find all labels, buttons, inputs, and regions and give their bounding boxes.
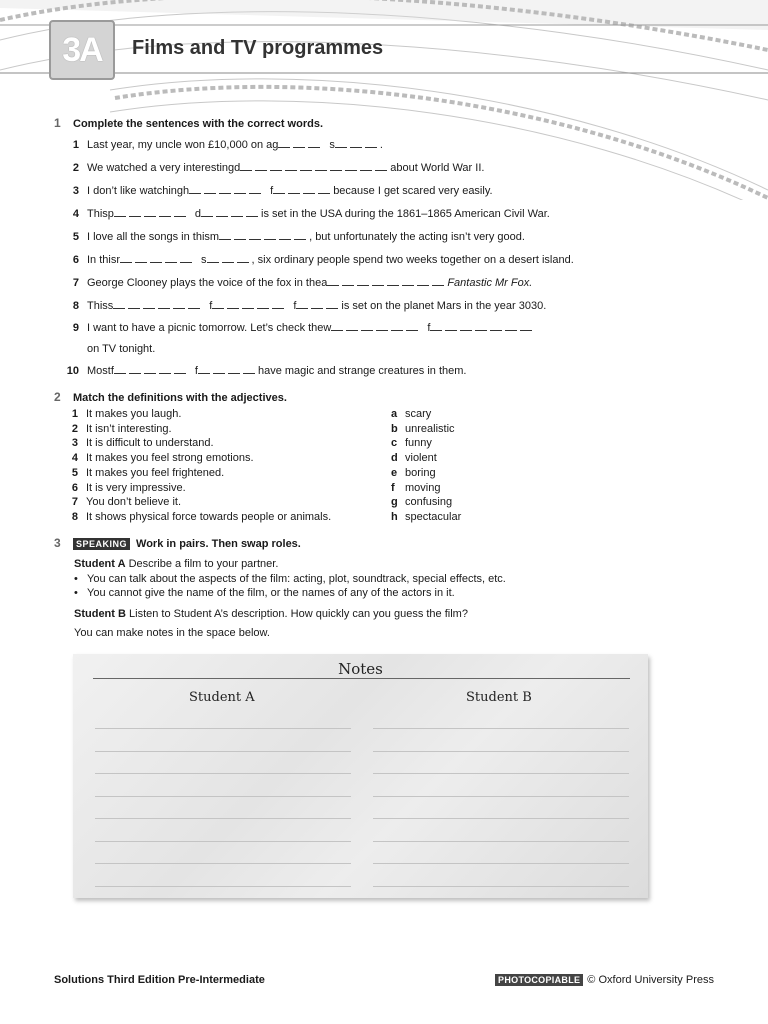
item-letter: a [391, 408, 398, 420]
letter-blank[interactable] [249, 231, 261, 240]
item-number: 6 [72, 254, 79, 266]
letter-blank[interactable] [432, 277, 444, 286]
sentence-text: about World War II. [390, 162, 485, 174]
item-number: 3 [72, 185, 79, 197]
ruled-line [373, 751, 629, 752]
ruled-line [95, 796, 351, 797]
adjective-text: scary [405, 408, 432, 420]
adjective-text: funny [405, 437, 432, 450]
letter-blank[interactable] [219, 231, 231, 240]
letter-blank[interactable] [387, 277, 399, 286]
letter-blank[interactable] [129, 208, 141, 217]
ruled-line [95, 751, 351, 752]
letter-blank[interactable] [129, 365, 141, 374]
item-number: 10 [66, 365, 79, 377]
footer-book-title: Solutions Third Edition Pre-Intermediate [54, 974, 265, 986]
sentence-text: George Clooney plays the voice of the fox in the [87, 277, 322, 289]
letter-blank[interactable] [188, 300, 200, 309]
letter-blank[interactable] [345, 162, 357, 171]
definition-item [64, 408, 181, 420]
item-number: 6 [71, 481, 78, 494]
letter-blank[interactable] [249, 185, 261, 194]
letter-blank[interactable] [342, 277, 354, 286]
letter-blank[interactable] [303, 185, 315, 194]
sentence-text: In this [87, 254, 117, 266]
exercise-instruction: Work in pairs. Then swap roles. [136, 538, 301, 550]
definition-item [64, 496, 181, 508]
item-number: 8 [71, 510, 78, 523]
letter-blank[interactable] [213, 365, 225, 374]
letter-blank[interactable] [114, 365, 126, 374]
letter-blank[interactable] [207, 254, 219, 263]
letter-blank[interactable] [365, 139, 377, 148]
letter-blank[interactable] [143, 300, 155, 309]
item-number: 5 [72, 231, 79, 243]
letter-blank[interactable] [331, 322, 343, 331]
exercise-1-heading [54, 116, 323, 130]
sentence-text: I don’t like watching [87, 185, 183, 197]
letter-blank[interactable] [402, 277, 414, 286]
item-number: 5 [71, 466, 78, 479]
sentence-text: . [379, 139, 383, 151]
letter-blank[interactable] [174, 208, 186, 217]
letter-blank[interactable] [231, 208, 243, 217]
first-letter: f [194, 365, 198, 377]
item-number: 4 [72, 208, 79, 220]
letter-blank[interactable] [264, 231, 276, 240]
item-number: 2 [71, 422, 78, 435]
letter-blank[interactable] [242, 300, 254, 309]
letter-blank[interactable] [475, 322, 487, 331]
sentence-item [64, 162, 484, 174]
letter-blank[interactable] [278, 139, 290, 148]
letter-blank[interactable] [144, 365, 156, 374]
letter-blank[interactable] [219, 185, 231, 194]
sentence-text: I want to have a picnic tomorrow. Let’s check the [87, 322, 324, 334]
letter-blank[interactable] [430, 322, 442, 331]
item-number: 9 [72, 322, 79, 334]
letter-blank[interactable] [113, 300, 125, 309]
first-letter: f [427, 322, 431, 334]
first-letter: w [323, 322, 332, 334]
column-heading-student-a: Student A [189, 690, 255, 705]
letter-blank[interactable] [318, 185, 330, 194]
letter-blank[interactable] [128, 300, 140, 309]
first-letter: d [194, 208, 202, 220]
definition-item [64, 452, 254, 464]
ruled-line [373, 773, 629, 774]
sentence-text: We watched a very interesting [87, 162, 235, 174]
letter-blank[interactable] [460, 322, 472, 331]
publisher: © Oxford University Press [587, 974, 714, 986]
adjective-text: spectacular [405, 510, 462, 523]
adjective-text: confusing [405, 496, 453, 509]
ruled-line [95, 886, 351, 887]
letter-blank[interactable] [227, 300, 239, 309]
adjective-item [391, 408, 431, 420]
letter-blank[interactable] [406, 322, 418, 331]
first-letter: f [209, 300, 213, 312]
divider [93, 678, 630, 679]
bullet-item: • You cannot give the name of the film, or the names of any of the actors in it. [74, 587, 455, 599]
letter-blank[interactable] [246, 208, 258, 217]
letter-blank[interactable] [158, 300, 170, 309]
letter-blank[interactable] [222, 254, 234, 263]
sentence-text: Most [87, 365, 111, 377]
letter-blank[interactable] [330, 162, 342, 171]
sentence-item [64, 277, 532, 289]
letter-blank[interactable] [308, 139, 320, 148]
student-a-label: Student A [74, 558, 126, 570]
adjective-text: boring [405, 466, 436, 479]
notes-prompt: You can make notes in the space below. [74, 627, 270, 639]
sentence-text: is set on the planet Mars in the year 3030. [341, 300, 547, 312]
unit-badge: 3A [49, 20, 115, 80]
sentence-item [64, 231, 525, 243]
adjective-item [391, 423, 455, 435]
student-b-label: Student B [74, 608, 126, 620]
item-number: 7 [72, 277, 79, 289]
first-letter: d [234, 162, 241, 174]
letter-blank[interactable] [505, 322, 517, 331]
definition-text: It makes you laugh. [86, 408, 182, 420]
first-letter: f [270, 185, 274, 197]
letter-blank[interactable] [114, 208, 126, 217]
letter-blank[interactable] [165, 254, 177, 263]
letter-blank[interactable] [294, 231, 306, 240]
sentence-text: Last year, my uncle won £10,000 on a [87, 139, 273, 151]
letter-blank[interactable] [293, 139, 305, 148]
ruled-line [373, 728, 629, 729]
footer-copyright [495, 974, 714, 986]
letter-blank[interactable] [212, 300, 224, 309]
letter-blank[interactable] [174, 365, 186, 374]
letter-blank[interactable] [204, 185, 216, 194]
item-number: 1 [72, 139, 79, 151]
sentence-item [64, 322, 535, 334]
definition-item [64, 437, 214, 449]
letter-blank[interactable] [300, 162, 312, 171]
ruled-line [95, 818, 351, 819]
letter-blank[interactable] [360, 162, 372, 171]
adjective-item [391, 482, 440, 494]
definition-item [64, 482, 186, 494]
first-letter: a [321, 277, 328, 289]
letter-blank[interactable] [272, 300, 284, 309]
letter-blank[interactable] [296, 300, 308, 309]
letter-blank[interactable] [144, 208, 156, 217]
letter-blank[interactable] [270, 162, 282, 171]
letter-blank[interactable] [150, 254, 162, 263]
bullet-item: • You can talk about the aspects of the film: acting, plot, soundtrack, special effects, etc. [74, 573, 506, 585]
letter-blank[interactable] [257, 300, 269, 309]
definition-item [64, 467, 224, 479]
item-letter: f [391, 481, 395, 494]
letter-blank[interactable] [391, 322, 403, 331]
letter-blank[interactable] [490, 322, 502, 331]
adjective-text: unrealistic [405, 422, 455, 435]
film-title: Fantastic Mr Fox. [447, 277, 533, 289]
letter-blank[interactable] [273, 185, 285, 194]
ruled-line [95, 841, 351, 842]
definition-text: It isn’t interesting. [86, 422, 172, 435]
letter-blank[interactable] [240, 162, 252, 171]
letter-blank[interactable] [327, 277, 339, 286]
letter-blank[interactable] [445, 322, 457, 331]
photocopiable-badge: PHOTOCOPIABLE [495, 974, 583, 986]
speaking-badge: SPEAKING [73, 538, 130, 550]
item-number: 3 [71, 437, 78, 450]
letter-blank[interactable] [372, 277, 384, 286]
definition-text: It makes you feel strong emotions. [86, 452, 254, 465]
letter-blank[interactable] [228, 365, 240, 374]
item-letter: h [391, 510, 398, 523]
page-title: Films and TV programmes [132, 37, 384, 59]
sentence-text: is set in the USA during the 1861–1865 American Civil War. [261, 208, 550, 220]
letter-blank[interactable] [237, 254, 249, 263]
sentence-item [64, 139, 383, 151]
letter-blank[interactable] [255, 162, 267, 171]
letter-blank[interactable] [520, 322, 532, 331]
definition-item [64, 511, 331, 523]
letter-blank[interactable] [285, 162, 297, 171]
item-letter: d [391, 452, 398, 465]
letter-blank[interactable] [198, 365, 210, 374]
sentence-item [64, 185, 493, 197]
sentence-item [64, 208, 550, 220]
first-letter: r [116, 254, 121, 266]
sentence-text: , but unfortunately the acting isn’t very good. [309, 231, 525, 243]
first-letter: s [201, 254, 207, 266]
student-b-text: Listen to Student A’s description. How quickly can you guess the film? [125, 608, 468, 620]
sentence-continuation: on TV tonight. [87, 343, 156, 355]
definition-item [64, 423, 172, 435]
ruled-line [373, 796, 629, 797]
sentence-text: This [87, 208, 108, 220]
first-letter: f [110, 365, 114, 377]
letter-blank[interactable] [159, 365, 171, 374]
letter-blank[interactable] [376, 322, 388, 331]
item-number: 1 [71, 408, 78, 420]
adjective-text: moving [405, 481, 441, 494]
sentence-text: because I get scared very easily. [333, 185, 493, 197]
sentence-item [64, 365, 466, 377]
exercise-number: 1 [54, 116, 61, 130]
adjective-item [391, 467, 436, 479]
exercise-number: 2 [54, 390, 61, 404]
first-letter: s [107, 300, 114, 312]
letter-blank[interactable] [180, 254, 192, 263]
adjective-item [391, 452, 437, 464]
item-number: 4 [71, 452, 78, 465]
letter-blank[interactable] [201, 208, 213, 217]
letter-blank[interactable] [335, 139, 347, 148]
item-number: 8 [72, 300, 79, 312]
first-letter: f [293, 300, 297, 312]
letter-blank[interactable] [120, 254, 132, 263]
letter-blank[interactable] [346, 322, 358, 331]
notes-title: Notes [338, 660, 383, 678]
student-b-instruction [74, 608, 468, 620]
item-number: 2 [72, 162, 79, 174]
column-heading-student-b: Student B [466, 690, 532, 705]
item-letter: e [391, 466, 398, 479]
definition-text: You don’t believe it. [86, 496, 181, 509]
letter-blank[interactable] [173, 300, 185, 309]
sentence-text: This [87, 300, 108, 312]
letter-blank[interactable] [135, 254, 147, 263]
adjective-item [391, 496, 452, 508]
definition-text: It is difficult to understand. [86, 437, 214, 450]
sentence-text: have magic and strange creatures in them. [257, 365, 467, 377]
letter-blank[interactable] [417, 277, 429, 286]
letter-blank[interactable] [350, 139, 362, 148]
letter-blank[interactable] [288, 185, 300, 194]
student-a-text: Describe a film to your partner. [125, 558, 279, 570]
exercise-number: 3 [54, 536, 61, 550]
exercise-instruction: Match the definitions with the adjectives. [73, 392, 287, 404]
ruled-line [95, 773, 351, 774]
letter-blank[interactable] [234, 185, 246, 194]
adjective-item [391, 511, 461, 523]
definition-text: It is very impressive. [86, 481, 186, 494]
letter-blank[interactable] [159, 208, 171, 217]
ruled-line [373, 818, 629, 819]
first-letter: s [329, 139, 335, 151]
letter-blank[interactable] [216, 208, 228, 217]
item-letter: g [391, 496, 398, 509]
definition-text: It shows physical force towards people or animals. [86, 510, 332, 523]
ruled-line [95, 863, 351, 864]
letter-blank[interactable] [361, 322, 373, 331]
notes-area[interactable] [73, 654, 648, 898]
ruled-line [95, 728, 351, 729]
letter-blank[interactable] [189, 185, 201, 194]
ruled-line [373, 841, 629, 842]
sentence-item [64, 254, 574, 266]
letter-blank[interactable] [315, 162, 327, 171]
sentence-item [64, 300, 546, 312]
letter-blank[interactable] [279, 231, 291, 240]
ruled-line [373, 886, 629, 887]
item-letter: c [391, 437, 398, 450]
letter-blank[interactable] [311, 300, 323, 309]
letter-blank[interactable] [375, 162, 387, 171]
letter-blank[interactable] [326, 300, 338, 309]
adjective-item [391, 437, 432, 449]
first-letter: h [183, 185, 190, 197]
first-letter: m [209, 231, 220, 243]
item-letter: b [391, 422, 398, 435]
exercise-instruction: Complete the sentences with the correct words. [73, 118, 324, 130]
first-letter: p [107, 208, 114, 220]
item-number: 7 [71, 496, 78, 509]
letter-blank[interactable] [234, 231, 246, 240]
sentence-text: , six ordinary people spend two weeks together on a desert island. [251, 254, 574, 266]
letter-blank[interactable] [243, 365, 255, 374]
adjective-text: violent [405, 452, 437, 465]
sentence-text: I love all the songs in this [87, 231, 210, 243]
exercise-2-heading [54, 390, 287, 404]
letter-blank[interactable] [357, 277, 369, 286]
first-letter: g [272, 139, 279, 151]
ruled-line [373, 863, 629, 864]
student-a-instruction [74, 558, 278, 570]
exercise-3-heading [54, 536, 301, 550]
definition-text: It makes you feel frightened. [86, 466, 225, 479]
